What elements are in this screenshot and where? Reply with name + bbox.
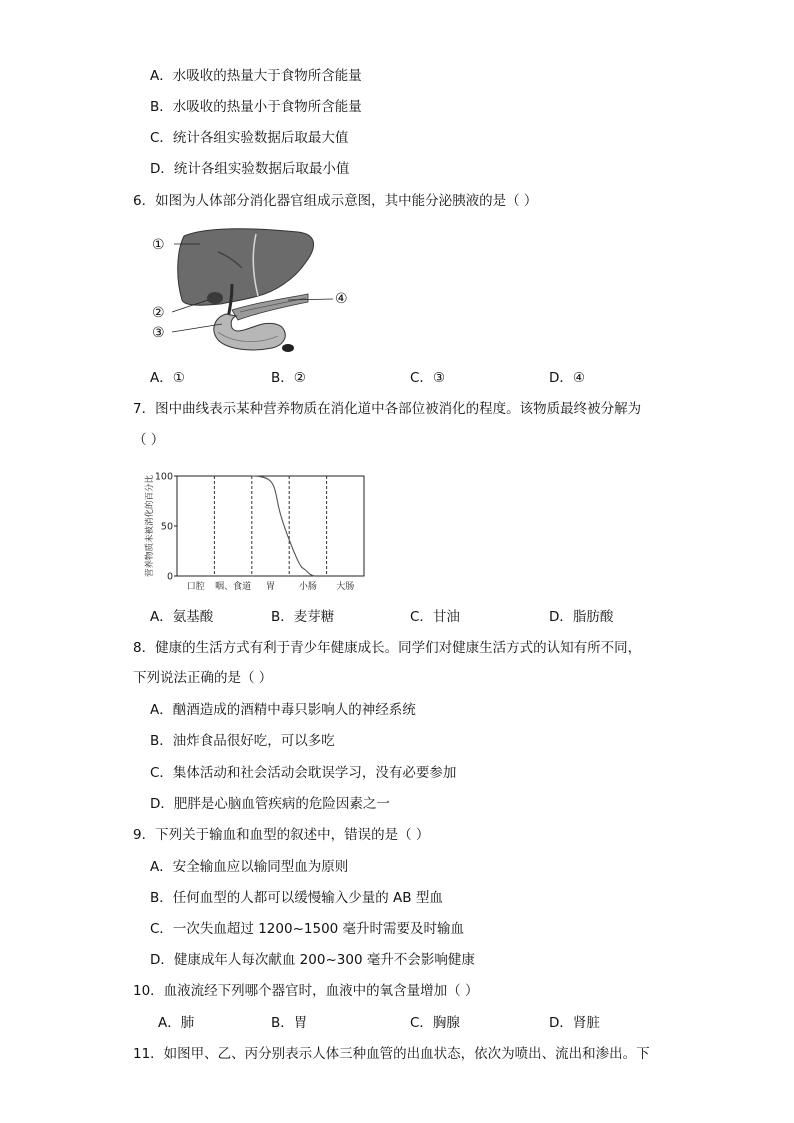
q8-option-b: B．油炸食品很好吃，可以多吃 [150, 733, 335, 749]
q11-stem: 11．如图甲、乙、丙分别表示人体三种血管的出血状态，依次为喷出、流出和渗出。下 [133, 1046, 650, 1062]
q9-stem: 9．下列关于输血和血型的叙述中，错误的是（ ） [133, 827, 430, 843]
q7-option-b: B．麦芽糖 [271, 609, 335, 625]
q5-option-d: D．统计各组实验数据后取最小值 [150, 161, 350, 177]
q9-option-c: C．一次失血超过 1200~1500 毫升时需要及时输血 [150, 921, 465, 937]
figure-label-3: ③ [152, 325, 165, 341]
q5-option-c: C．统计各组实验数据后取最大值 [150, 130, 349, 146]
y-tick-label: 50 [160, 521, 173, 533]
x-tick-label: 口腔 [186, 582, 205, 592]
q5-option-a: A．水吸收的热量大于食物所含能量 [150, 68, 362, 84]
q9-option-b: B．任何血型的人都可以缓慢输入少量的 AB 型血 [150, 890, 443, 906]
q9-option-a: A．安全输血应以输同型血为原则 [150, 859, 349, 875]
y-axis-label: 营养物质未被消化的百分比 [145, 474, 155, 578]
q8-option-c: C．集体活动和社会活动会耽误学习，没有必要参加 [150, 765, 457, 781]
q10-stem: 10．血液流经下列哪个器官时，血液中的氧含量增加（ ） [133, 983, 479, 999]
q9-option-d: D．健康成年人每次献血 200~300 毫升不会影响健康 [150, 952, 475, 968]
figure-label-2: ② [152, 305, 165, 321]
q5-option-b: B．水吸收的热量小于食物所含能量 [150, 99, 362, 115]
q8-stem-line2: 下列说法正确的是（ ） [133, 670, 273, 686]
y-tick-label: 0 [166, 571, 173, 583]
q10-option-d: D．肾脏 [549, 1015, 600, 1031]
q6-stem: 6．如图为人体部分消化器官组成示意图，其中能分泌胰液的是（ ） [133, 193, 538, 209]
figure-label-1: ① [152, 237, 165, 253]
q7-stem-line2: （ ） [133, 432, 165, 448]
y-tick-label: 100 [154, 471, 173, 483]
q8-option-a: A．酗酒造成的酒精中毒只影响人的神经系统 [150, 702, 416, 718]
q6-option-d: D．④ [549, 370, 585, 386]
q6-option-c: C．③ [410, 370, 446, 386]
plot-frame [177, 476, 364, 576]
q8-stem-line1: 8．健康的生活方式有利于青少年健康成长。同学们对健康生活方式的认知有所不同， [133, 640, 642, 656]
x-tick-label: 胃 [265, 582, 276, 592]
q10-option-c: C．胸腺 [410, 1015, 460, 1031]
q6-option-b: B．② [271, 370, 306, 386]
digestion-curve-chart [140, 464, 370, 594]
gallbladder-shape [207, 292, 223, 304]
x-tick-label: 小肠 [298, 582, 317, 592]
q8-option-d: D．肥胖是心脑血管疾病的危险因素之一 [150, 796, 390, 812]
q7-option-c: C．甘油 [410, 609, 460, 625]
q7-option-a: A．氨基酸 [150, 609, 214, 625]
liver-shape [178, 229, 314, 305]
q7-option-d: D．脂肪酸 [549, 609, 614, 625]
duodenum-shape [214, 314, 285, 350]
q6-option-a: A．① [150, 370, 185, 386]
x-tick-label: 大肠 [336, 582, 355, 592]
digestive-organs-figure [148, 222, 363, 362]
x-tick-label: 咽、食道 [215, 582, 252, 592]
q10-option-b: B．胃 [271, 1015, 308, 1031]
figure-label-4: ④ [335, 291, 348, 307]
q7-stem-line1: 7．图中曲线表示某种营养物质在消化道中各部位被消化的程度。该物质最终被分解为 [133, 401, 642, 417]
q10-option-a: A．肺 [158, 1015, 195, 1031]
digestion-curve [252, 476, 316, 576]
